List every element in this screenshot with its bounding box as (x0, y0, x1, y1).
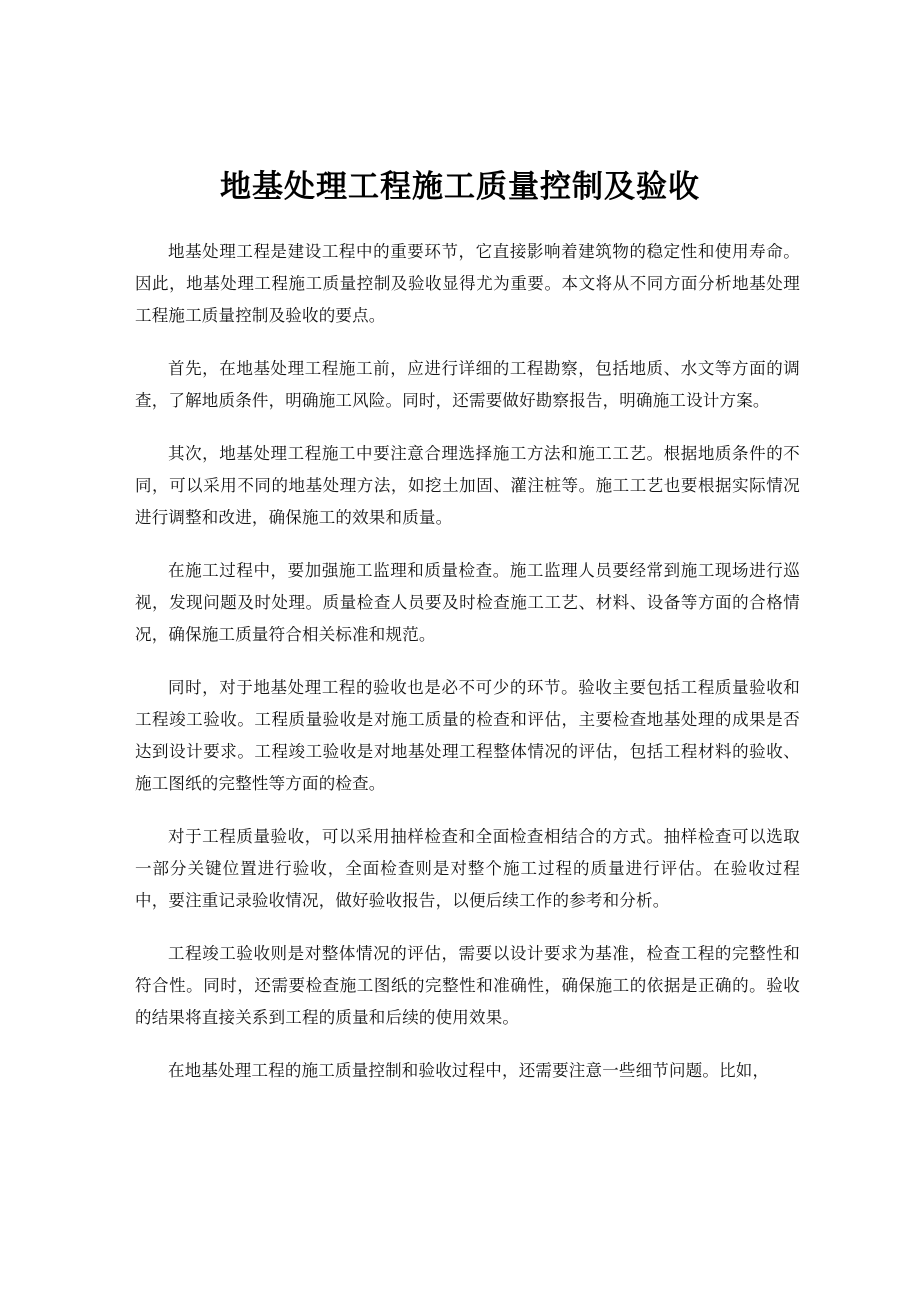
paragraph-completion-acceptance: 工程竣工验收则是对整体情况的评估，需要以设计要求为基准，检查工程的完整性和符合性。同时，还需要检查施工图纸的完整性和准确性，确保施工的依据是正确的。验收的结果将直接关系到工程的质量和后续的使用效果。 (135, 944, 800, 1027)
document-body (135, 236, 800, 1108)
document-title: 地基处理工程施工质量控制及验收 (220, 169, 700, 205)
paragraph-details: 在地基处理工程的施工质量控制和验收过程中，还需要注意一些细节问题。比如， (168, 1061, 770, 1080)
paragraph-quality-acceptance: 对于工程质量验收，可以采用抽样检查和全面检查相结合的方式。抽样检查可以选取一部分关键位置进行验收，全面检查则是对整个施工过程的质量进行评估。在验收过程中，要注重记录验收情况，做好验收报告，以便后续工作的参考和分析。 (135, 827, 800, 910)
paragraph-survey: 首先，在地基处理工程施工前，应进行详细的工程勘察，包括地质、水文等方面的调查，了解地质条件，明确施工风险。同时，还需要做好勘察报告，明确施工设计方案。 (135, 359, 800, 410)
paragraph-acceptance: 同时，对于地基处理工程的验收也是必不可少的环节。验收主要包括工程质量验收和工程竣工验收。工程质量验收是对施工质量的检查和评估，主要检查地基处理的成果是否达到设计要求。工程竣工验收是对地基处理工程整体情况的评估，包括工程材料的验收、施工图纸的完整性等方面的检查。 (135, 678, 800, 793)
paragraph-methods: 其次，地基处理工程施工中要注意合理选择施工方法和施工工艺。根据地质条件的不同，可以采用不同的地基处理方法，如挖土加固、灌注桩等。施工工艺也要根据实际情况进行调整和改进，确保施工的效果和质量。 (135, 444, 800, 527)
paragraph-supervision: 在施工过程中，要加强施工监理和质量检查。施工监理人员要经常到施工现场进行巡视，发现问题及时处理。质量检查人员要及时检查施工工艺、材料、设备等方面的合格情况，确保施工质量符合相关标准和规范。 (135, 561, 800, 644)
paragraph-intro: 地基处理工程是建设工程中的重要环节，它直接影响着建筑物的稳定性和使用寿命。因此，地基处理工程施工质量控制及验收显得尤为重要。本文将从不同方面分析地基处理工程施工质量控制及验收的要点。 (135, 242, 800, 325)
